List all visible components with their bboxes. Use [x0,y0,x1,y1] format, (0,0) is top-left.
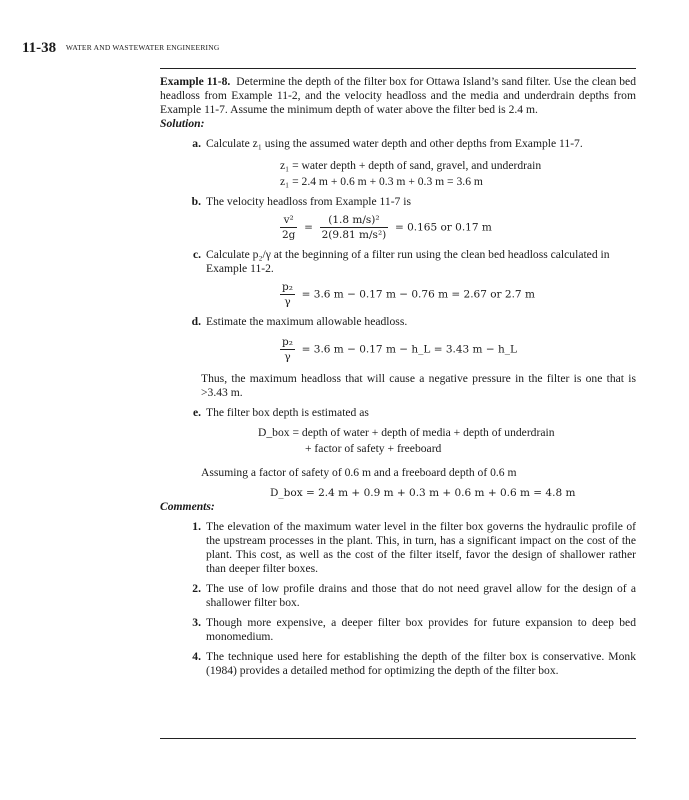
comment-number: 3. [192,616,201,629]
step-label: d. [191,315,201,328]
comments-title: Comments: [160,500,215,513]
fraction-numerator: p₂ [282,336,293,348]
step-text: The filter box depth is estimated as [206,406,369,419]
fraction-numerator: (1.8 m/s)² [320,213,389,228]
comment-text: The technique used here for establishing the depth of the filter box is conservative. Monk (1984) provides a detailed method for optimizing the depth of the filter box. [206,650,636,677]
step-label: c. [192,248,201,261]
equation-result: = 0.165 or 0.17 m [394,221,492,234]
example-text: Determine the depth of the filter box for Ottawa Island’s sand filter. Use the clean bed headloss from Example 11-2, and the velocity headloss and the media and underdrain depths from Example 11-7. Assume the minimum depth of water above the filter bed is 2.4 m. [160,75,636,116]
step-d [160,315,636,329]
equation [280,280,636,309]
paragraph: Thus, the maximum headloss that will cause a negative pressure in the filter is one that is >3.43 m. [201,372,636,399]
equation: $\frac{\text{v²}}{2g}$ = $\frac{\text{(1.8 m/s)²}}{\text{2(9.81 m/s²)}}$ = 0.165 or 0.17 m [282,214,492,241]
step-text: The velocity headloss from Example 11-7 is [206,195,411,208]
comment-text: The use of low profile drains and those that do not need gravel allow for the design of a shallower filter box. [206,582,636,609]
solution-title: Solution: [160,117,205,130]
comment-text: The elevation of the maximum water level in the filter box governs the hydraulic profile of the upstream processes in the plant. This, in turn, has a significant impact on the cost of the plant. This cost, as well as the cost of the filter itself, favor the design of shallower rather than deeper filter boxes. [206,520,636,575]
step-text: Calculate p₂/γ at the beginning of a filter run using the clean bed headloss calculated in Example 11-2. [206,248,610,275]
fraction [280,213,297,242]
comment-text: Though more expensive, a deeper filter box provides for future expansion to deep bed monomedium. [206,616,636,643]
equation: z₁ = water depth + depth of sand, gravel, and underdrain [280,159,542,172]
fraction-numerator: v² [280,213,297,228]
step-b [160,195,636,209]
fraction-denominator: 2g [282,229,296,241]
running-title: WATER AND WASTEWATER ENGINEERING [65,43,220,52]
equation-result: = 3.6 m − 0.17 m − h_L = 3.43 m − h_L [301,343,517,356]
fraction-denominator: γ [284,296,291,308]
equation [280,335,636,364]
fraction [280,335,295,364]
step-c [160,248,636,276]
equation: D_box = 2.4 m + 0.9 m + 0.3 m + 0.6 m + 0.6 m = 4.8 m [270,487,576,499]
equation: D_box = depth of water + depth of media + depth of underdrain [258,426,555,439]
fraction-denominator: 2(9.81 m/s²) [321,229,387,241]
fraction-numerator: p₂ [282,281,293,293]
bottom-rule [160,738,636,739]
fraction-denominator: γ [284,351,291,363]
comment-number: 1. [192,520,201,533]
comment-item [160,520,636,576]
comment-number: 2. [192,582,201,595]
page-header [22,40,642,57]
example-statement [160,75,636,117]
top-rule [160,68,636,69]
page-number: 11-38 [22,40,57,56]
equation: + factor of safety + freeboard [305,442,442,455]
fraction [280,280,295,309]
step-e [160,406,636,420]
step-text: Estimate the maximum allowable headloss. [206,315,408,328]
equation-result: = 3.6 m − 0.17 m − 0.76 m = 2.67 or 2.7 m [301,288,535,301]
paragraph: Assuming a factor of safety of 0.6 m and a freeboard depth of 0.6 m [201,466,517,479]
step-label: e. [192,406,201,419]
comment-item [160,616,636,644]
equation: z₁ = 2.4 m + 0.6 m + 0.3 m + 0.3 m = 3.6 m [280,175,483,188]
comment-item [160,650,636,678]
example-body [160,75,636,678]
step-a [160,137,636,151]
comment-item [160,582,636,610]
step-label: a. [192,137,201,150]
example-label: Example 11-8. [160,75,231,88]
fraction [320,213,389,242]
comment-number: 4. [192,650,201,663]
step-label: b. [191,195,201,208]
step-text: Calculate z₁ using the assumed water depth and other depths from Example 11-7. [206,137,583,150]
